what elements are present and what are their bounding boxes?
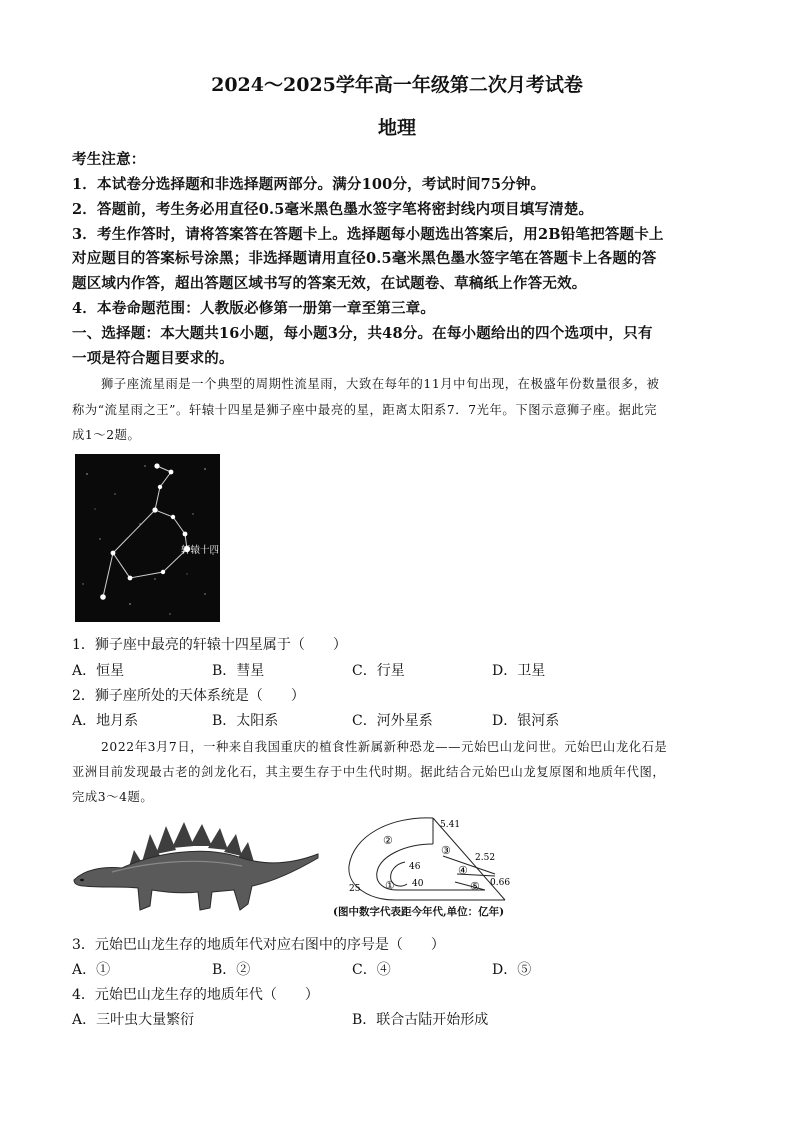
option-d[interactable]: D．卫星 xyxy=(492,663,546,679)
passage-line: 称为“流星雨之王”。轩辕十四星是狮子座中最亮的星，距离太阳系7．7光年。下图示意狮子座。据此完 xyxy=(72,403,658,417)
notice-item: 对应题目的答案标号涂黑；非选择题请用直径0.5毫米黑色墨水签字笔在答题卡上各题的答 xyxy=(72,250,657,267)
star-dot xyxy=(154,463,159,468)
notice-heading: 考生注意： xyxy=(72,151,146,168)
option-a[interactable]: A．地月系 xyxy=(72,713,139,729)
age-label: 0.66 xyxy=(490,878,511,888)
stegosaurus-illustration xyxy=(72,820,322,918)
star-dot xyxy=(111,551,116,556)
exam-title: 2024～2025学年高一年级第二次月考试卷 xyxy=(211,74,583,96)
passage-line: 2022年3月7日，一种来自我国重庆的植食性新属新种恐龙——元始巴山龙问世。元始巴山龙化石是 xyxy=(101,740,668,754)
star-dot xyxy=(128,576,133,581)
chart-caption: (图中数字代表距今年代,单位：亿年) xyxy=(333,906,505,918)
passage-line: 完成3～4题。 xyxy=(72,790,154,804)
notice-item: 2．答题前，考生务必用直径0.5毫米黑色墨水签字笔将密封线内项目填写清楚。 xyxy=(72,201,594,218)
passage-line: 狮子座流星雨是一个典型的周期性流星雨，大致在每年的11月中旬出现，在极盛年份数量很多，被 xyxy=(101,377,660,391)
option-d[interactable]: D．银河系 xyxy=(492,713,560,729)
section-heading: 一、选择题：本大题共16小题，每小题3分，共48分。在每小题给出的四个选项中，只有 xyxy=(72,325,653,342)
age-label: 40 xyxy=(412,879,424,889)
option-b[interactable]: B．联合古陆开始形成 xyxy=(352,1012,489,1028)
age-label: 46 xyxy=(409,862,421,872)
era-marker: ⑤ xyxy=(470,880,480,893)
notice-item: 1．本试卷分选择题和非选择题两部分。满分100分，考试时间75分钟。 xyxy=(72,176,546,193)
option-d[interactable]: D．⑤ xyxy=(492,962,532,978)
option-a[interactable]: A．恒星 xyxy=(72,663,125,679)
era-marker: ① xyxy=(385,879,395,892)
passage-line: 成1～2题。 xyxy=(72,428,141,442)
age-label: 5.41 xyxy=(440,820,461,830)
option-a[interactable]: A．① xyxy=(72,962,111,978)
question-1: 1．狮子座中最亮的轩辕十四星属于（ ） xyxy=(72,637,347,653)
option-c[interactable]: C．④ xyxy=(352,962,391,978)
era-marker: ② xyxy=(383,834,393,847)
star-dot xyxy=(158,485,162,489)
option-a[interactable]: A．三叶虫大量繁衍 xyxy=(72,1012,195,1028)
era-marker: ④ xyxy=(458,864,468,877)
option-c[interactable]: C．河外星系 xyxy=(352,713,433,729)
star-dot xyxy=(152,507,157,512)
question-2: 2．狮子座所处的天体系统是（ ） xyxy=(72,688,305,704)
age-label: 2.52 xyxy=(475,853,496,863)
star-dot xyxy=(100,594,106,600)
leo-constellation-figure xyxy=(75,454,220,622)
option-c[interactable]: C．行星 xyxy=(352,663,405,679)
regulus-label: 轩辕十四 xyxy=(181,545,220,556)
star-dot xyxy=(183,532,188,537)
star-dot xyxy=(161,570,165,574)
era-marker: ③ xyxy=(441,844,451,857)
star-dot xyxy=(171,515,175,519)
option-b[interactable]: B．太阳系 xyxy=(212,713,279,729)
question-3: 3．元始巴山龙生存的地质年代对应右图中的序号是（ ） xyxy=(72,937,445,953)
geologic-time-spiral-chart xyxy=(335,814,515,904)
question-4: 4．元始巴山龙生存的地质年代（ ） xyxy=(72,987,319,1003)
option-b[interactable]: B．② xyxy=(212,962,251,978)
subject-title: 地理 xyxy=(377,117,416,139)
notice-item: 4．本卷命题范围：人教版必修第一册第一章至第三章。 xyxy=(72,300,436,317)
age-label: 25 xyxy=(349,884,361,894)
notice-item: 题区域内作答，超出答题区域书写的答案无效，在试题卷、草稿纸上作答无效。 xyxy=(72,275,587,292)
notice-item: 3．考生作答时，请将答案答在答题卡上。选择题每小题选出答案后，用2B铅笔把答题卡上 xyxy=(72,226,664,243)
passage-line: 亚洲目前发现最古老的剑龙化石，其主要生存于中生代时期。据此结合元始巴山龙复原图和地质年代图， xyxy=(72,765,666,779)
option-b[interactable]: B．彗星 xyxy=(212,663,265,679)
section-heading: 一项是符合题目要求的。 xyxy=(72,350,234,367)
star-dot xyxy=(169,470,174,475)
